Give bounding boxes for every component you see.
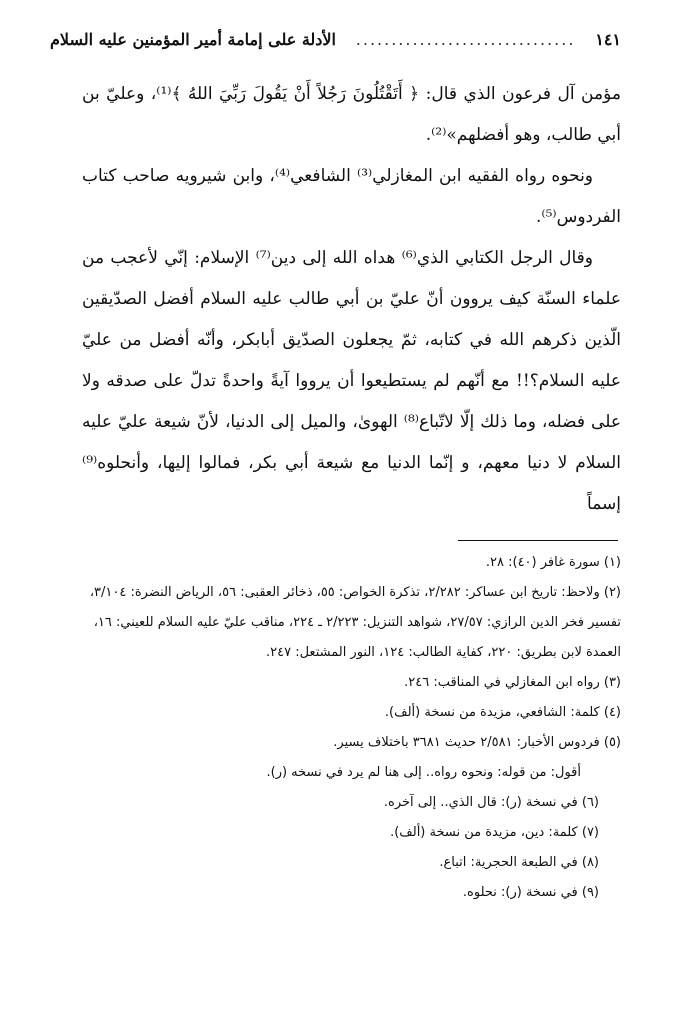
body-paragraph-2: ونحوه رواه الفقيه ابن المغازلي⁽³⁾ الشافعي⁽⁴⁾، وابن شيرويه صاحب كتاب الفردوس⁽⁵⁾. xyxy=(82,166,621,227)
footnote-3: (٣) رواه ابن المغازلي في المناقب: ٢٤٦. xyxy=(404,675,621,690)
footnote-6: (٦) في نسخة (ر): قال الذي.. إلى آخره. xyxy=(383,795,599,810)
page-number: ١٤١ xyxy=(595,30,621,49)
running-header xyxy=(50,30,621,60)
header-leader-dots: ............................... xyxy=(355,30,576,49)
body-text xyxy=(82,74,621,525)
body-paragraph-3: وقال الرجل الكتابي الذي⁽⁶⁾ هداه الله إلى دين⁽⁷⁾ الإسلام: إنّي لأعجب من علماء السنّة كيف يروون أنّ عليّ بن أبي طالب عليه السلام أفضل الصدّيقين الّذين ذكرهم الله في كتابه، ثمّ يجعلون الصدّيق أبابكر، وأنّه أفضل من عليّ عليه السلام؟!! مع أنّهم لم يستطيعوا أن يرووا آيةً واحدةً تدلّ على صدقه ولا على فضله، وما ذلك إلّا لاتّباع⁽⁸⁾ الهوىٰ، والميل إلى الدنيا، لأنّ شيعة عليّ عليه السلام لا دنيا معهم، و إنّما الدنيا مع شيعة أبي بكر، فمالوا إليها، وأنحلوه⁽⁹⁾ إسماً xyxy=(82,248,622,514)
footnote-4: (٤) كلمة: الشافعي، مزيدة من نسخة (ألف). xyxy=(384,705,621,720)
footnote-7: (٧) كلمة: دين، مزيدة من نسخة (ألف). xyxy=(390,825,599,840)
footnote-separator xyxy=(458,540,618,541)
header-title: الأدلة على إمامة أمير المؤمنين عليه السلام xyxy=(50,30,336,49)
footnote-2: (٢) ولاحظ: تاريخ ابن عساكر: ٢/٢٨٢، تذكرة الخواص: ٥٥، ذخائر العقبى: ٥٦، الرياض النضرة: ٣/١٠٤، تفسير فخر الدين الرازي: ٢٧/٥٧، شواهد التنزيل: ٢/٢٢٣ ـ ٢٢٤، مناقب عليّ عليه السلام للعيني: ١٦، العمدة لابن بطريق: ٢٢٠، كفاية الطالب: ١٢٤، النور المشتعل: ٢٤٧. xyxy=(89,585,621,660)
footnote-9: (٩) في نسخة (ر): نحلوه. xyxy=(462,885,599,900)
footnote-8: (٨) في الطبعة الحجرية: اتباع. xyxy=(439,855,599,870)
footnote-1: (١) سورة غافر (٤٠): ٢٨. xyxy=(485,555,621,570)
footnote-5: (٥) فردوس الأخبار: ٢/٥٨١ حديث ٣٦٨١ باختلاف يسير. xyxy=(333,735,621,750)
footnote-5-note: أقول: من قوله: ونحوه رواه.. إلى هنا لم يرد في نسخه (ر). xyxy=(266,765,581,780)
body-paragraph-1: مؤمن آل فرعون الذي قال: ﴿ أَتَقْتُلُونَ رَجُلاً أَنْ يَقُولَ رَبِّيَ اللهُ ﴾⁽¹⁾، وعليّ بن أبي طالب، وهو أفضلهم»⁽²⁾. xyxy=(82,84,621,145)
footnotes xyxy=(60,548,621,908)
